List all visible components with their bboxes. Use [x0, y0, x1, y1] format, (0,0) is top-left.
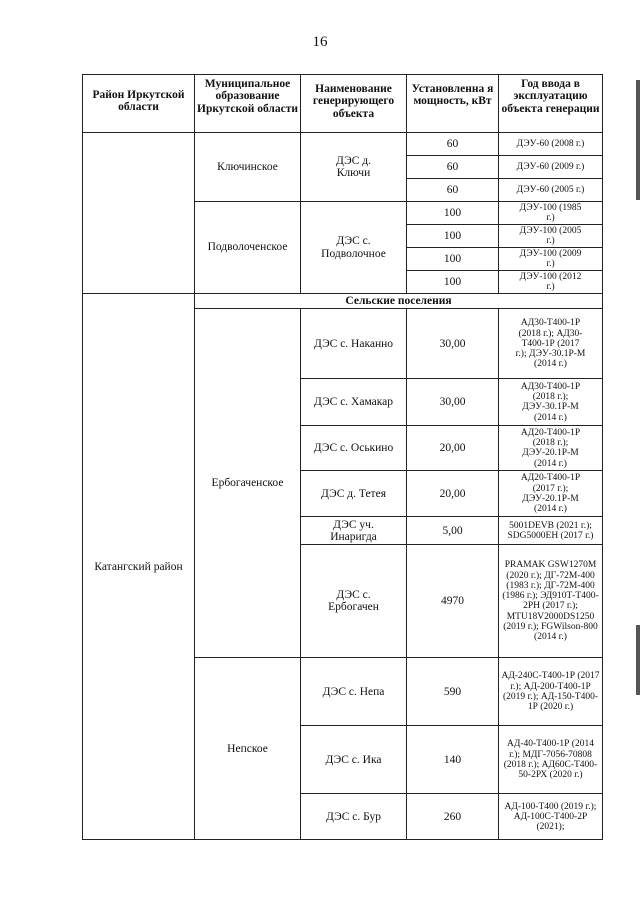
year-cell: АД20-Т400-1Р (2018 г.); ДЭУ-20.1Р-М (2014 г.) — [499, 426, 603, 471]
facility-cell: ДЭС с. Ербогачен — [301, 545, 407, 658]
capacity-cell: 60 — [407, 179, 499, 202]
year-cell: ДЭУ-60 (2009 г.) — [499, 156, 603, 179]
municipality-cell: Ербогаченское — [195, 309, 301, 658]
facility-cell: ДЭС д. Ключи — [301, 133, 407, 202]
facility-cell: ДЭС с. Непа — [301, 658, 407, 726]
year-cell: ДЭУ-100 (2012 г.) — [499, 271, 603, 294]
header-year: Год ввода в эксплуатацию объекта генерации — [499, 75, 603, 133]
header-municipality: Муниципальное образование Иркутской области — [195, 75, 301, 133]
municipality-cell: Подволоченское — [195, 202, 301, 294]
year-cell: АД20-Т400-1Р (2017 г.); ДЭУ-20.1Р-М (2014 г.) — [499, 471, 603, 517]
year-cell: ДЭУ-60 (2005 г.) — [499, 179, 603, 202]
facility-cell: ДЭС с. Бур — [301, 794, 407, 840]
region-cell: Катангский район — [83, 294, 195, 840]
header-capacity: Установленна я мощность, кВт — [407, 75, 499, 133]
subheader-cell: Сельские поселения — [195, 294, 603, 309]
region-cell-empty — [83, 133, 195, 294]
facility-cell: ДЭС с. Ика — [301, 726, 407, 794]
capacity-cell: 5,00 — [407, 517, 499, 545]
capacity-cell: 30,00 — [407, 379, 499, 426]
year-cell: АД-40-Т400-1Р (2014 г.); МДГ-7056-70808 (2018 г.); АД60С-Т400-50-2РХ (2020 г.) — [499, 726, 603, 794]
capacity-cell: 60 — [407, 156, 499, 179]
year-cell: ДЭУ-60 (2008 г.) — [499, 133, 603, 156]
facility-cell: ДЭС д. Тетея — [301, 471, 407, 517]
scan-margin-mark-bottom — [636, 625, 640, 695]
capacity-cell: 590 — [407, 658, 499, 726]
table-header-row — [83, 75, 603, 133]
municipality-cell: Ключинское — [195, 133, 301, 202]
capacity-cell: 20,00 — [407, 471, 499, 517]
header-region: Район Иркутской области — [83, 75, 195, 133]
capacity-cell: 100 — [407, 202, 499, 225]
year-cell: 5001DEVB (2021 г.); SDG5000EH (2017 г.) — [499, 517, 603, 545]
facility-cell: ДЭС уч. Инаригда — [301, 517, 407, 545]
year-cell: PRAMAK GSW1270M (2020 г.); ДГ-72М-400 (1983 г.); ДГ-72М-400 (1986 г.); ЭД910Т-Т400-2РН (2017 г.); MTU18V2000DS1250 (2019 г.); FGWilson-800 (2014 г.) — [499, 545, 603, 658]
municipality-cell: Непское — [195, 658, 301, 840]
capacity-cell: 20,00 — [407, 426, 499, 471]
year-cell: ДЭУ-100 (1985 г.) — [499, 202, 603, 225]
subheader-row — [83, 294, 603, 309]
year-cell: АД30-Т400-1Р (2018 г.); АД30-Т400-1Р (2017 г.); ДЭУ-30.1Р-М (2014 г.) — [499, 309, 603, 379]
facility-cell: ДЭС с. Хамакар — [301, 379, 407, 426]
table-row — [83, 133, 603, 156]
facility-cell: ДЭС с. Подволочное — [301, 202, 407, 294]
capacity-cell: 100 — [407, 248, 499, 271]
capacity-cell: 30,00 — [407, 309, 499, 379]
capacity-cell: 100 — [407, 225, 499, 248]
page-number: 16 — [312, 34, 328, 50]
capacity-cell: 4970 — [407, 545, 499, 658]
generation-table — [82, 74, 603, 840]
facility-cell: ДЭС с. Наканно — [301, 309, 407, 379]
year-cell: АД-100-Т400 (2019 г.); АД-100С-Т400-2Р (2021); — [499, 794, 603, 840]
capacity-cell: 100 — [407, 271, 499, 294]
capacity-cell: 140 — [407, 726, 499, 794]
scan-margin-mark-top — [636, 80, 640, 200]
year-cell: ДЭУ-100 (2009 г.) — [499, 248, 603, 271]
capacity-cell: 60 — [407, 133, 499, 156]
header-facility: Наименование генерирующего объекта — [301, 75, 407, 133]
facility-cell: ДЭС с. Оськино — [301, 426, 407, 471]
year-cell: ДЭУ-100 (2005 г.) — [499, 225, 603, 248]
year-cell: АД-240С-Т400-1Р (2017 г.); АД-200-Т400-1Р (2019 г.); АД-150-Т400-1Р (2020 г.) — [499, 658, 603, 726]
year-cell: АД30-Т400-1Р (2018 г.); ДЭУ-30.1Р-М (2014 г.) — [499, 379, 603, 426]
capacity-cell: 260 — [407, 794, 499, 840]
